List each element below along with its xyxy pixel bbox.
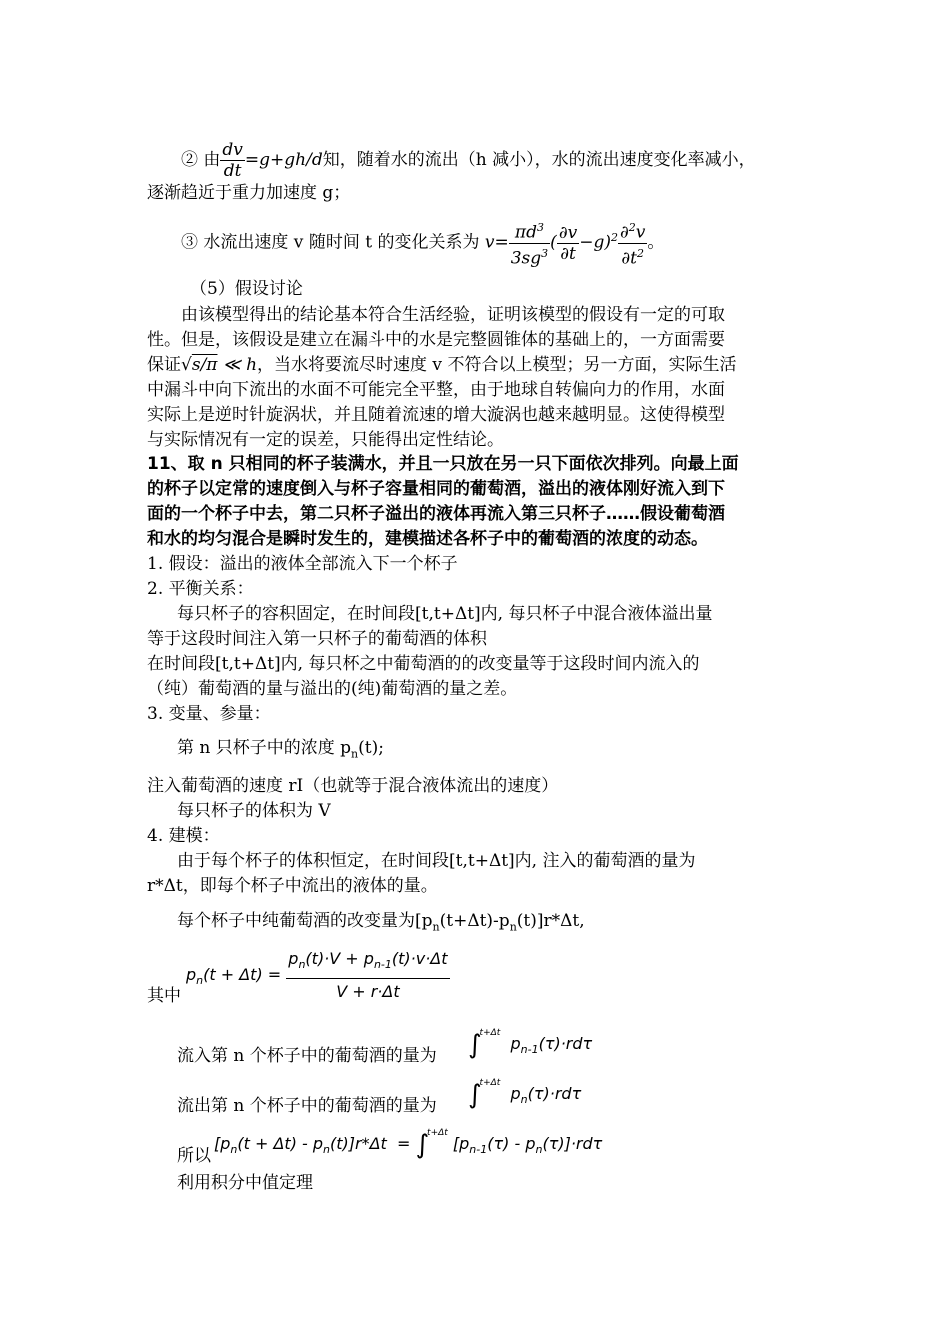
paragraph-line: 每只杯子的容积固定，在时间段[t,t+Δt]内, 每只杯子中混合液体溢出量 xyxy=(177,604,713,624)
text: 。 xyxy=(647,232,665,253)
formula-rhs: =g+gh/d xyxy=(244,150,323,170)
numbered-item: 4. 建模： xyxy=(147,826,220,846)
paragraph-line xyxy=(147,354,736,376)
problem-line: 和水的均匀混合是瞬时发生的，建模描述各杯子中的葡萄酒的浓度的动态。 xyxy=(147,529,708,549)
text: (t)]r*Δt, xyxy=(516,911,585,931)
numbered-item: 1. 假设：溢出的液体全部流入下一个杯子 xyxy=(147,554,458,574)
label-suoyi: 所以 xyxy=(177,1146,211,1166)
outflow-label: 流出第 n 个杯子中的葡萄酒的量为 xyxy=(177,1096,437,1116)
text: ，当水将要流尽时速度 v 不符合以上模型；另一方面，实际生活 xyxy=(257,355,737,375)
inflow-label: 流入第 n 个杯子中的葡萄酒的量为 xyxy=(177,1046,437,1066)
paragraph-line: 由于每个杯子的体积恒定，在时间段[t,t+Δt]内, 注入的葡萄酒的量为 xyxy=(177,851,696,871)
paragraph-line xyxy=(177,910,585,938)
label-qizhong: 其中 xyxy=(147,986,181,1006)
text: (t+Δt)-p xyxy=(439,911,510,931)
paragraph-line: 等于这段时间注入第一只杯子的葡萄酒的体积 xyxy=(147,629,487,649)
formula-velocity: v= $\frac{\pi d^3}{3sg^3}$ ( $\frac{\partial v}{\partial t}$ −g)$^2$ $\frac{\partial^2v}{\partial t^2}$ xyxy=(485,218,648,268)
formula-inflow-integral: ∫$^{t+\Delta t}$ $p_{n-1}(\tau)\cdot rd\tau$ xyxy=(468,1028,593,1060)
paragraph-line: 利用积分中值定理 xyxy=(177,1173,313,1193)
subscript: n xyxy=(432,920,440,934)
line-derivative-statement xyxy=(181,140,756,181)
problem-line: 面的一个杯子中去，第二只杯子溢出的液体再流入第三只杯子……假设葡萄酒 xyxy=(147,504,725,524)
text: 第 n 只杯子中的浓度 p xyxy=(177,738,352,758)
text: 保证 xyxy=(147,355,181,375)
paragraph-line: 性。但是，该假设是建立在漏斗中的水是完整圆锥体的基础上的，一方面需要 xyxy=(147,330,725,350)
paragraph-line: 与实际情况有一定的误差，只能得出定性结论。 xyxy=(147,430,504,450)
text: (t); xyxy=(358,738,384,758)
variable-line: 注入葡萄酒的速度 rI（也就等于混合液体流出的速度） xyxy=(147,776,559,796)
text: 知，随着水的流出（h 减小），水的流出速度变化率减小， xyxy=(322,150,756,170)
formula-balance-equation: $[p_n(t + \Delta t) - p_n(t)]r*\Delta t = \int^{t+\Delta t}$ $[p_{n-1}(\tau) - p_n(\tau)]\cdot rd\tau$ xyxy=(214,1128,603,1160)
paragraph-line: 实际上是逆时针旋涡状，并且随着流速的增大漩涡也越来越明显。这使得模型 xyxy=(147,405,725,425)
section-heading: （5）假设讨论 xyxy=(190,279,303,299)
numbered-item: 3. 变量、参量： xyxy=(147,704,271,724)
variable-line xyxy=(177,737,384,765)
formula-outflow-integral: ∫$^{t+\Delta t}$ $p_n(\tau)\cdot rd\tau$ xyxy=(468,1078,582,1110)
paragraph-line: 由该模型得出的结论基本符合生活经验，证明该模型的假设有一定的可取 xyxy=(181,305,725,325)
formula-dv-dt: $\frac{dv}{dt}$ xyxy=(222,140,243,181)
subscript: n xyxy=(351,747,359,761)
problem-line: 11、取 n 只相同的杯子装满水，并且一只放在另一只下面依次排列。向最上面 xyxy=(147,454,739,474)
text: ③ 水流出速度 v 随时间 t 的变化关系为 xyxy=(181,232,480,253)
line-velocity-relation xyxy=(181,218,664,268)
numbered-item: 2. 平衡关系： xyxy=(147,579,254,599)
formula-concentration-update: $p_n(t + \Delta t)$ = $\frac{p_n(t)\cdot V + p_{n-1}(t)\cdot v\cdot\Delta t}{V + r\cdot\Delta t}$ xyxy=(186,946,450,1005)
problem-line: 的杯子以定常的速度倒入与杯子容量相同的葡萄酒，溢出的液体刚好流入到下 xyxy=(147,479,725,499)
paragraph-line: （纯）葡萄酒的量与溢出的(纯)葡萄酒的量之差。 xyxy=(147,679,518,699)
formula-sqrt-condition: √s/π ≪ h xyxy=(181,355,258,375)
text: 每个杯子中纯葡萄酒的改变量为[p xyxy=(177,911,433,931)
paragraph-line: 在时间段[t,t+Δt]内, 每只杯之中葡萄酒的的改变量等于这段时间内流入的 xyxy=(147,654,700,674)
text: ② 由 xyxy=(181,150,221,170)
paragraph-line: r*Δt，即每个杯子中流出的液体的量。 xyxy=(147,876,438,896)
paragraph-line: 中漏斗中向下流出的水面不可能完全平整，由于地球自转偏向力的作用，水面 xyxy=(147,380,725,400)
variable-line: 每只杯子的体积为 V xyxy=(177,801,331,821)
line-text: 逐渐趋近于重力加速度 g； xyxy=(147,183,351,203)
subscript: n xyxy=(509,920,517,934)
